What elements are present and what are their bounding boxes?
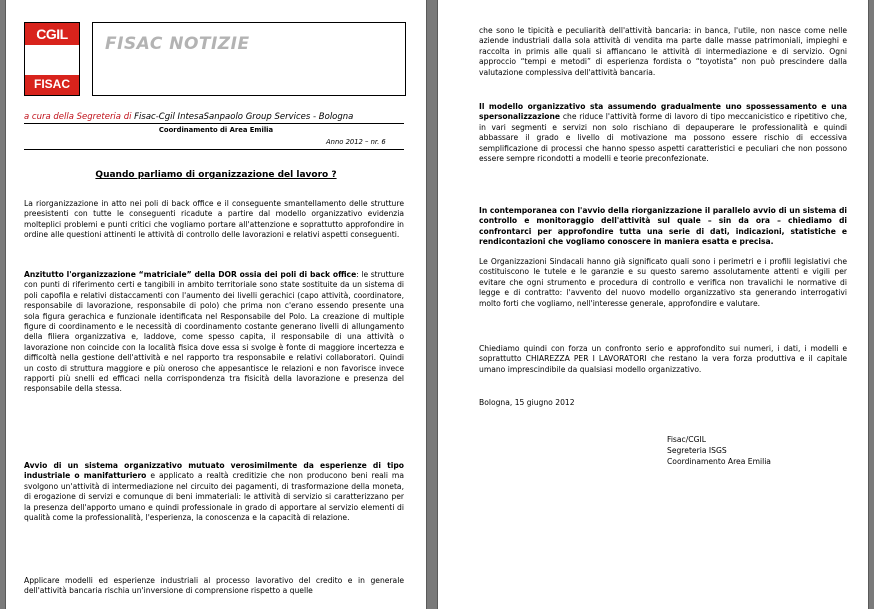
issue-label: Anno 2012 – nr. 6 xyxy=(326,138,386,146)
paragraph: che sono le tipicità e peculiarità dell'attività bancaria: in banca, l'utile, non nasce come nelle aziende industriali dalla sola attività di vendita ma parte dalle masse patrimoniali, impieghi e raccolta in primis alle quali si affiancano le attività di intermediazione e di servizio. Ogni approccio “tempi e metodi” di esperienza fordista o “toyotista” non può prescindere dalla valutazione complessiva dell'attività bancaria. xyxy=(479,26,847,77)
date-line: Bologna, 15 giugno 2012 xyxy=(479,398,575,407)
paragraph: Chiediamo quindi con forza un confronto serio e approfondito sui numeri, i dati, i modelli e soprattutto CHIAREZZA PER I LAVORATORI che restano la vera forza produttiva e il capitale umano imprescindibile da qualsiasi modello organizzativo. xyxy=(479,344,847,374)
newsletter-title: FISAC NOTIZIE xyxy=(105,34,250,54)
coordination-label: Coordinamento di Area Emilia xyxy=(158,126,274,134)
logo-top-text: CGIL xyxy=(36,26,68,42)
document-page-2 xyxy=(438,0,868,609)
header-rule-2 xyxy=(24,149,404,150)
newsletter-title-box xyxy=(92,22,406,96)
paragraph: La riorganizzazione in atto nei poli di back office e il conseguente smantellamento delle strutture preesistenti con tutte le conseguenti ricadute a partire dal modello organizzativo evidenzia molteplici problemi e punti critici che vogliamo portare all'attenzione e soprattutto approfondire in ordine alle questioni attinenti le attività di controllo delle lavorazioni e relativi aspetti conseguenti. xyxy=(24,199,404,240)
header-rule xyxy=(24,123,404,124)
paragraph: Anzitutto l'organizzazione “matriciale” della DOR ossia dei poli di back office: le strutture con punti di riferimento certi e tangibili in ambito territoriale sono state sostituite da un sistema di poli capofila e relativi distaccamenti con l'aumento dei livelli gerachici (capo attività, coordinatore, responsabile di lavorazione, responsabile di polo) che prima non c'erano essendo presente una sola figura gerachica e funzionale identificata nel Responsabile del Polo. La creazione di multiple figure di coordinamento e le necessità di coordinamento costante generano livelli di allungamento della filiera organizzativa e, laddove, come spesso capita, il responsabile di una attività o lavorazione non coincide con la località fisica dove essa si svolge è fonte di maggiore incertezza e difficoltà nella gestione dell'attività e nel rapporto tra responsabile e relativi collaboratori. Quindi un costo di struttura maggiore e più oneroso che appesantisce le relazioni e non favorisce invece rapporti più snelli ed efficaci nella corrispondenza tra fisicità della lavorazione e presenza del responsabile della stessa. xyxy=(24,270,404,394)
paragraph: Applicare modelli ed esperienze industriali al processo lavorativo del credito e in generale dell'attività bancaria rischia un'inversione di comprensione rispetto a quelle xyxy=(24,576,404,596)
curated-by: a cura della Segreteria di Fisac-Cgil IntesaSanpaolo Group Services - Bologna xyxy=(24,112,354,122)
paragraph: In contemporanea con l'avvio della riorganizzazione il parallelo avvio di un sistema di controllo e monitoraggio dell'attività sul quale – sin da ora – chiediamo di confrontarci per approfondire tutta una serie di dati, indicazioni, statistiche e rendicontazioni che vogliamo conoscere in maniera esatta e precisa. xyxy=(479,206,847,247)
cgil-fisac-logo xyxy=(24,22,80,96)
logo-bottom-text: FISAC xyxy=(34,77,70,91)
signature-block: Fisac/CGIL Segreteria ISGS Coordinamento Area Emilia xyxy=(667,435,771,466)
paragraph: Il modello organizzativo sta assumendo gradualmente uno spossessamento e una spersonalizzazione che riduce l'attività forme di lavoro di tipo meccanicistico e ripetitivo che, in vari segmenti e servizi non solo rischiano di depauperare le professionalità e quindi abbassare il grado e livello di motivazione ma possono essere rischio di eccessiva semplificazione di processi che hanno spesso aspetti caratteristici e peculiari che non possono essere sempre ricondotti a modelli e teorie preconfezionate. xyxy=(479,102,847,164)
paragraph: Avvio di un sistema organizzativo mutuato verosimilmente da esperienze di tipo industriale o manifatturiero e applicato a realtà creditizie che non producono beni reali ma svolgono un'attività di intermediazione nel circuito dei pagamenti, di trasformazione della moneta, di erogazione di servizi e comunque di beni immateriali: le attività di servizio si caratterizzano per la presenza dell'apporto umano e quindi professionale in grado di apportare al servizio elementi di qualità come la professionalità, l'esperienza, la conoscenza e la capacità di relazione. xyxy=(24,461,404,523)
paragraph: Le Organizzazioni Sindacali hanno già significato quali sono i perimetri e i profili legislativi che costituiscono le tutele e le garanzie e su questo saremo assolutamente attenti e vigili per evitare che ogni strumento e procedura di controllo e verifica non travalichi le normative di legge e di contratto: l'avvento del nuovo modello organizzativo sta generando interrogativi molto forti che vogliamo, nell'interesse generale, approfondire e valutare. xyxy=(479,257,847,308)
article-heading: Quando parliamo di organizzazione del lavoro ? xyxy=(95,170,337,180)
document-page-1 xyxy=(6,0,426,609)
